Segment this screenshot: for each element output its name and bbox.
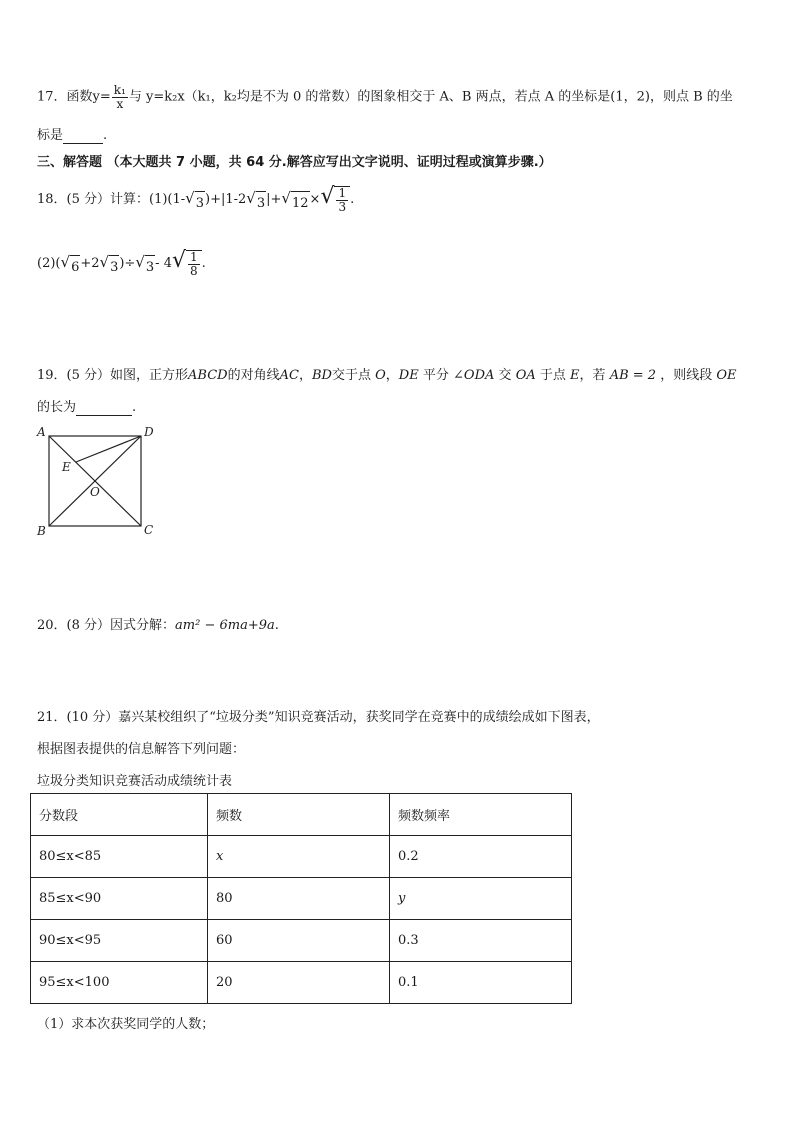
q18-sqrt-frac1: √ $\frac{1}{3}$ (320, 186, 350, 213)
q19-text-e: 交 (498, 368, 512, 383)
q19-e: E (570, 368, 580, 383)
q19-text-g: ，若 (579, 368, 606, 383)
table-cell: 60 (208, 920, 390, 962)
label-e: E (62, 460, 71, 474)
q17-frac-num: k₁ (113, 83, 126, 97)
label-o: O (90, 485, 100, 499)
q19-oa: OA (515, 368, 536, 383)
q18-line2 (37, 250, 206, 280)
q18-sqrt6: √ 6 (61, 255, 81, 280)
table-row (31, 836, 572, 878)
q17-y-eq: y= (92, 89, 111, 105)
q18-dot-2: . (201, 256, 206, 271)
q17-line2 (37, 124, 107, 144)
q20-text: 20．(8 分）因式分解： (37, 618, 176, 633)
q18-rad6: 6 (70, 255, 80, 280)
q18-rad3-c: 3 (109, 255, 119, 280)
label-a: A (37, 425, 46, 439)
table-cell: 85≤x<90 (31, 878, 208, 920)
q19-square-diagram (34, 424, 164, 536)
table-cell: y (390, 878, 572, 920)
q18-sqrt-frac2: √ $\frac{1}{8}$ (172, 250, 202, 277)
q18-mid1: )+|1-2 (205, 192, 247, 207)
q19-comma-2: ， (385, 368, 399, 383)
q17-answer-blank[interactable] (63, 128, 103, 144)
q19-bd: BD (311, 368, 332, 383)
table-header-cell: 频数 (208, 794, 390, 836)
q18-mid2: |+ (266, 192, 282, 207)
score-stats-table (30, 793, 572, 1004)
q19-text-c: 交于点 (331, 368, 371, 383)
table-cell: 90≤x<95 (31, 920, 208, 962)
table-cell: 80≤x<85 (31, 836, 208, 878)
q21-table-title: 垃圾分类知识竞赛活动成绩统计表 (37, 774, 233, 789)
label-b: B (37, 524, 46, 536)
q19-text-f: 于点 (539, 368, 566, 383)
q19-ac: AC (279, 368, 299, 383)
q19-line2 (37, 396, 136, 416)
q19-cond: AB = 2 (609, 368, 657, 383)
q18-sqrt3-b: √ 3 (246, 191, 266, 216)
q17-end: . (103, 128, 108, 143)
table-header-row (31, 794, 572, 836)
section3-title: 三、解答题 （本大题共 7 小题，共 64 分.解答应写出文字说明、证明过程或演算步骤.） (37, 155, 552, 170)
q18-frac2-num: 1 (190, 250, 198, 264)
q19-end: . (132, 400, 137, 415)
q18-frac1 (336, 187, 348, 213)
q19-text-a: 19．(5 分）如图，正方形 (37, 368, 189, 383)
q19-abcd: ABCD (188, 368, 228, 383)
q17-line1 (37, 84, 733, 110)
table-header-cell: 分数段 (31, 794, 208, 836)
q20-expr: am² − 6ma+9a (175, 618, 275, 633)
q21-line1: 21．(10 分）嘉兴某校组织了“垃圾分类”知识竞赛活动，获奖同学在竞赛中的成绩绘成如下图表， (37, 710, 600, 725)
q19-text-d: 平分 (422, 368, 449, 383)
q20-line (37, 614, 279, 633)
q18-times: × (309, 192, 321, 207)
q18-sqrt12: √ 12 (281, 191, 309, 216)
table-cell: 20 (208, 962, 390, 1004)
q21-line2: 根据图表提供的信息解答下列问题： (37, 742, 246, 757)
q18-p2-minus: - 4 (155, 256, 172, 271)
q18-sqrt3-c: √ 3 (100, 255, 120, 280)
q18-sqrt3-a: √ 3 (185, 191, 205, 216)
q18-p2-div: )÷ (119, 256, 136, 271)
table-header-cell: 频数频率 (390, 794, 572, 836)
q19-text-h: ，则线段 (660, 368, 713, 383)
q18-frac2-den: 8 (190, 263, 198, 278)
table-cell: 0.1 (390, 962, 572, 1004)
table-cell: 95≤x<100 (31, 962, 208, 1004)
segment-de (76, 436, 141, 462)
table-cell: 0.3 (390, 920, 572, 962)
q18-rad3-d: 3 (145, 255, 155, 280)
q17-frac-den: x (116, 96, 124, 111)
q18-head: 18．(5 分）计算：(1)(1- (37, 192, 186, 207)
q17-line2-text: 标是 (37, 128, 64, 143)
table-row (31, 920, 572, 962)
q17-fraction (112, 84, 128, 110)
q21-sub1: （1）求本次获奖同学的人数； (37, 1017, 215, 1032)
q19-o: O (375, 368, 386, 383)
q18-sqrt3-d: √ 3 (135, 255, 155, 280)
q17-middle: 与 y=k₂x（k₁，k₂均是不为 0 的常数）的图象相交于 A、B 两点，若点 A 的坐标是(1，2)，则点 B 的坐 (128, 89, 733, 105)
label-c: C (144, 523, 154, 536)
q18-p2-plus: +2 (80, 256, 100, 271)
q19-angle: ∠ODA (453, 368, 495, 383)
q19-de: DE (398, 368, 419, 383)
q20-end: . (274, 618, 279, 633)
q18-frac2 (188, 251, 200, 277)
q18-frac1-den: 3 (338, 199, 347, 214)
q17-prefix: 17．函数 (37, 89, 93, 105)
table-row (31, 878, 572, 920)
q18-p2-head: (2)( (37, 256, 61, 271)
label-d: D (144, 425, 154, 439)
q18-line1 (37, 186, 354, 216)
q18-rad3-a: 3 (195, 191, 205, 216)
table-cell: 80 (208, 878, 390, 920)
q19-line1 (37, 364, 737, 383)
q18-dot: . (350, 192, 355, 207)
q19-answer-blank[interactable] (76, 400, 132, 416)
table-cell: 0.2 (390, 836, 572, 878)
q19-oe: OE (716, 368, 737, 383)
q18-rad3-b: 3 (256, 191, 266, 216)
table-row (31, 962, 572, 1004)
table-cell: x (208, 836, 390, 878)
q18-frac1-num: 1 (338, 186, 347, 200)
q19-line2-text: 的长为 (37, 400, 77, 415)
q19-comma: ， (298, 368, 312, 383)
q19-text-b: 的对角线 (227, 368, 280, 383)
q18-rad12: 12 (291, 191, 310, 216)
